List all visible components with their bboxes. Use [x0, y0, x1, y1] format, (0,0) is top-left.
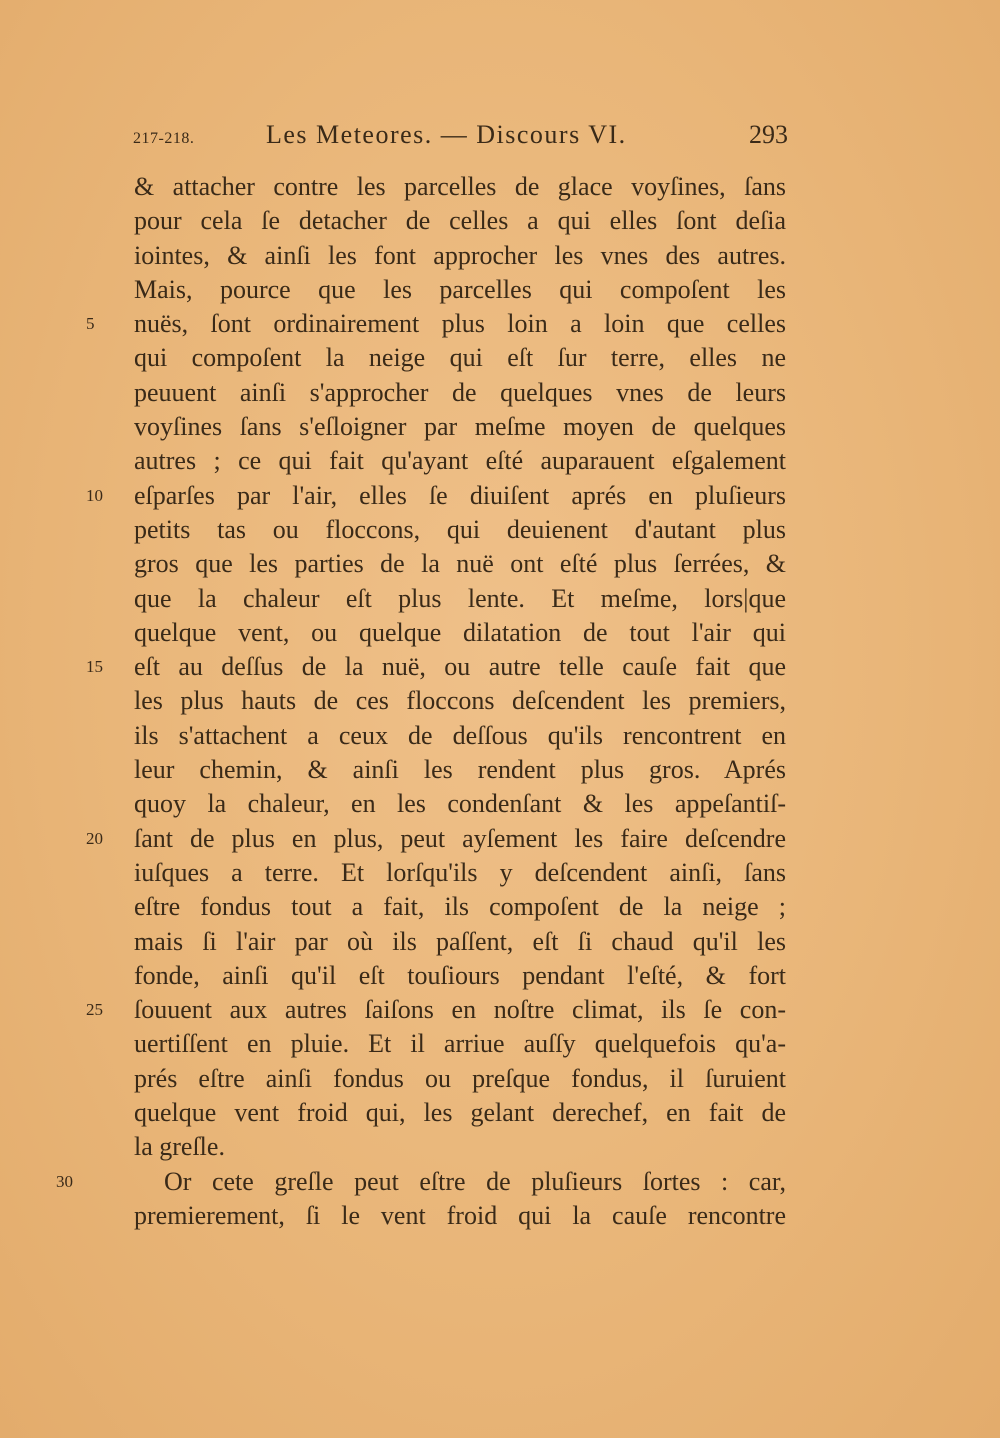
line-text: ſant de plus en plus, peut ayſement les faire deſcendre	[134, 823, 786, 853]
line-text: gros que les parties de la nuë ont eſté plus ſerrées, &	[134, 549, 786, 579]
line-text: petits tas ou floccons, qui deuienent d'autant plus	[134, 514, 786, 544]
text-line	[86, 307, 786, 341]
page-number: 293	[749, 120, 788, 149]
line-text: peuuent ainſi s'approcher de quelques vnes de leurs	[134, 377, 786, 407]
line-text: eſt au deſſus de la nuë, ou autre telle cauſe fait que	[134, 652, 786, 682]
text-line	[134, 582, 786, 616]
line-text: pour cela ſe detacher de celles a qui elles ſont deſia	[134, 206, 786, 236]
line-text: prés eſtre ainſi fondus ou preſque fondus, il ſuruient	[134, 1063, 786, 1093]
line-number: 10	[86, 485, 103, 505]
text-line	[134, 170, 786, 204]
text-line	[134, 616, 786, 650]
text-line	[134, 684, 786, 718]
line-text: quoy la chaleur, en les condenſant & les appeſantiſ-	[134, 789, 786, 819]
text-line	[134, 376, 786, 410]
line-text: premierement, ſi le vent froid qui la cauſe rencontre	[134, 1200, 786, 1230]
line-number: 20	[86, 828, 103, 848]
line-text: les plus hauts de ces floccons deſcendent les premiers,	[134, 686, 786, 716]
line-text: & attacher contre les parcelles de glace voyſines, ſans	[134, 172, 786, 201]
line-text: Or cete greſle peut eſtre de pluſieurs ſortes : car,	[164, 1166, 786, 1196]
line-text: nuës, ſont ordinairement plus loin a loin que celles	[134, 309, 786, 339]
line-text: voyſines ſans s'eſloigner par meſme moyen de quelques	[134, 412, 786, 442]
line-text: leur chemin, & ainſi les rendent plus gros. Aprés	[134, 755, 786, 785]
text-line	[134, 1199, 786, 1233]
text-line	[134, 719, 786, 753]
line-text: eſparſes par l'air, elles ſe diuiſent aprés en pluſieurs	[134, 480, 786, 510]
text-line	[86, 479, 786, 513]
text-line	[134, 513, 786, 547]
line-text: quelque vent froid qui, les gelant derechef, en fait de	[134, 1098, 786, 1128]
running-title: Les Meteores. — Discours VI.	[266, 120, 627, 149]
running-header	[133, 120, 788, 160]
text-line	[134, 204, 786, 238]
text-line	[134, 1027, 786, 1061]
text-line	[134, 1062, 786, 1096]
text-line	[134, 787, 786, 821]
line-text: mais ſi l'air par où ils paſſent, eſt ſi chaud qu'il les	[134, 926, 786, 956]
line-text: quelque vent, ou quelque dilatation de tout l'air qui	[134, 617, 786, 647]
line-text: que la chaleur eſt plus lente. Et meſme, lors|que	[134, 583, 786, 613]
text-line	[134, 856, 786, 890]
body-text	[56, 170, 786, 1233]
line-number: 15	[86, 657, 103, 677]
text-line	[134, 1096, 786, 1130]
text-line	[134, 239, 786, 273]
line-number: 25	[86, 1000, 103, 1020]
line-text: iointes, & ainſi les font approcher les vnes des autres.	[134, 240, 786, 270]
text-line	[86, 822, 786, 856]
line-text: la greſle.	[134, 1132, 225, 1162]
text-line	[134, 1130, 786, 1164]
text-line	[134, 547, 786, 581]
text-line	[134, 753, 786, 787]
text-line	[134, 273, 786, 307]
line-text: iuſques a terre. Et lorſqu'ils y deſcendent ainſi, ſans	[134, 857, 786, 887]
text-line	[134, 890, 786, 924]
line-text: uertiſſent en pluie. Et il arriue auſſy quelquefois qu'a-	[134, 1029, 786, 1059]
text-line	[134, 925, 786, 959]
line-text: fonde, ainſi qu'il eſt touſiours pendant l'eſté, & fort	[134, 960, 786, 990]
text-line	[86, 993, 786, 1027]
text-line	[86, 650, 786, 684]
line-number: 30	[56, 1171, 73, 1191]
line-text: eſtre fondus tout a fait, ils compoſent de la neige ;	[134, 892, 786, 922]
line-text: ſouuent aux autres ſaiſons en noſtre climat, ils ſe con-	[134, 995, 786, 1025]
text-line	[134, 341, 786, 375]
line-text: ils s'attachent a ceux de deſſous qu'ils rencontrent en	[134, 720, 786, 750]
text-line	[134, 959, 786, 993]
line-number: 5	[86, 314, 95, 334]
line-text: autres ; ce qui fait qu'ayant eſté auparauent eſgalement	[134, 446, 786, 476]
page-range: 217-218.	[133, 130, 195, 147]
text-line	[134, 410, 786, 444]
text-line	[56, 1165, 786, 1199]
line-text: Mais, pource que les parcelles qui compoſent les	[134, 274, 786, 304]
text-line	[134, 444, 786, 478]
line-text: qui compoſent la neige qui eſt ſur terre, elles ne	[134, 343, 786, 373]
